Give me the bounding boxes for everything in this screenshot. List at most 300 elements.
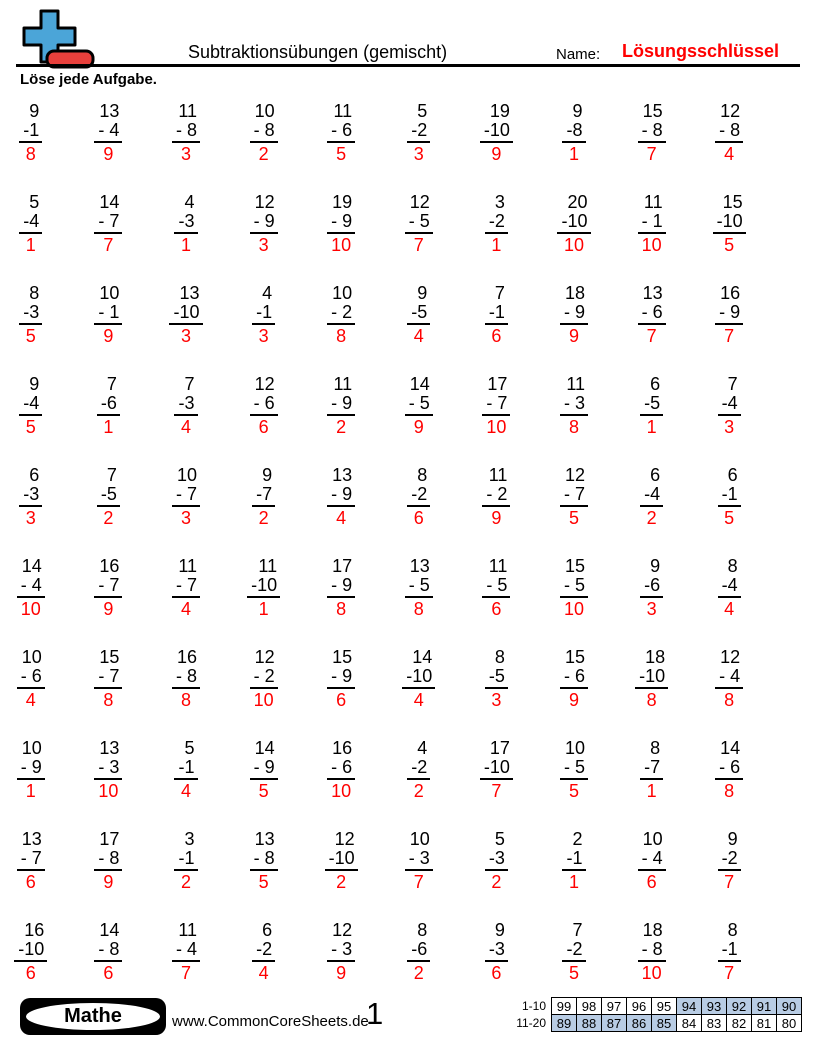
problem-minuend: 11 — [333, 374, 353, 394]
problem-minuend: 12 — [564, 465, 585, 485]
problem-subtrahend: - 6 — [250, 394, 278, 416]
subtraction-problem — [17, 739, 45, 801]
problem-cell — [380, 193, 458, 284]
problem-subtrahend: -6 — [97, 394, 120, 416]
score-cell: 80 — [777, 1015, 802, 1032]
problem-cell — [147, 284, 225, 375]
problem-cell — [225, 284, 303, 375]
problem-subtrahend: - 6 — [17, 667, 45, 689]
problem-answer: 1 — [646, 417, 657, 437]
problem-subtrahend: -6 — [407, 940, 430, 962]
subtraction-problem — [172, 102, 200, 164]
problem-minuend: 13 — [99, 738, 120, 758]
problem-cell — [380, 921, 458, 1012]
problem-minuend: 6 — [650, 374, 661, 394]
problem-minuend: 10 — [21, 647, 42, 667]
problem-cell — [225, 557, 303, 648]
problem-cell — [147, 375, 225, 466]
problem-cell — [535, 375, 613, 466]
subtraction-problem — [715, 102, 743, 164]
problem-cell — [70, 284, 148, 375]
problem-answer: 8 — [336, 326, 347, 346]
problem-minuend: 8 — [29, 283, 40, 303]
problem-subtrahend: - 7 — [172, 485, 200, 507]
subtraction-problem — [17, 648, 45, 710]
problem-answer: 1 — [568, 872, 579, 892]
score-cell: 86 — [627, 1015, 652, 1032]
problem-minuend: 6 — [727, 465, 738, 485]
subtraction-problem — [635, 648, 668, 710]
subtraction-problem — [407, 102, 430, 164]
problem-subtrahend: - 8 — [172, 121, 200, 143]
problem-answer: 1 — [258, 599, 269, 619]
problem-cell — [225, 648, 303, 739]
problem-minuend: 11 — [258, 556, 278, 576]
problem-minuend: 12 — [720, 647, 741, 667]
problem-answer: 6 — [491, 326, 502, 346]
problem-subtrahend: -2 — [562, 940, 585, 962]
problem-minuend: 10 — [176, 465, 197, 485]
subtraction-problem — [174, 375, 197, 437]
problem-cell — [458, 648, 536, 739]
problem-answer: 3 — [180, 144, 191, 164]
problem-cell — [225, 375, 303, 466]
problem-answer: 6 — [646, 872, 657, 892]
problem-subtrahend: - 9 — [560, 303, 588, 325]
subtraction-problem — [172, 466, 200, 528]
problem-cell — [147, 193, 225, 284]
problem-minuend: 10 — [564, 738, 585, 758]
problem-subtrahend: - 6 — [560, 667, 588, 689]
problem-minuend: 3 — [184, 829, 195, 849]
problem-minuend: 8 — [417, 920, 428, 940]
problem-minuend: 15 — [722, 192, 743, 212]
problem-subtrahend: - 8 — [172, 667, 200, 689]
problem-minuend: 18 — [642, 920, 663, 940]
problem-answer: 4 — [413, 326, 424, 346]
subtraction-problem — [325, 830, 358, 892]
problem-subtrahend: -1 — [718, 940, 741, 962]
problem-answer: 10 — [331, 235, 352, 255]
subtraction-problem — [174, 830, 197, 892]
problem-answer: 6 — [25, 963, 36, 983]
subject-badge — [20, 998, 166, 1035]
problem-minuend: 13 — [332, 465, 353, 485]
problem-minuend: 12 — [409, 192, 430, 212]
problem-answer: 10 — [641, 235, 662, 255]
problem-minuend: 8 — [417, 465, 428, 485]
problem-subtrahend: - 8 — [715, 121, 743, 143]
problem-cell — [535, 557, 613, 648]
problem-cell — [613, 193, 691, 284]
problem-minuend: 8 — [494, 647, 505, 667]
subtraction-problem — [480, 739, 513, 801]
problem-cell — [70, 375, 148, 466]
problem-answer: 10 — [486, 417, 507, 437]
problem-answer: 10 — [20, 599, 41, 619]
problem-subtrahend: -1 — [718, 485, 741, 507]
problem-answer: 9 — [413, 417, 424, 437]
subtraction-problem — [17, 557, 45, 619]
problem-minuend: 19 — [489, 101, 510, 121]
problem-subtrahend: -10 — [14, 940, 47, 962]
subtraction-problem — [172, 921, 200, 983]
subtraction-problem — [407, 466, 430, 528]
problem-subtrahend: -10 — [557, 212, 590, 234]
problem-cell — [380, 557, 458, 648]
problem-subtrahend: - 2 — [482, 485, 510, 507]
problem-cell — [380, 739, 458, 830]
subtraction-problem — [19, 375, 42, 437]
problem-subtrahend: - 8 — [94, 940, 122, 962]
problem-answer: 8 — [724, 781, 735, 801]
subtraction-problem — [640, 557, 663, 619]
problem-minuend: 11 — [178, 920, 197, 940]
problem-minuend: 5 — [417, 101, 428, 121]
problem-answer: 2 — [336, 872, 347, 892]
problem-answer: 9 — [103, 326, 114, 346]
problem-answer: 2 — [646, 508, 657, 528]
subtraction-problem — [718, 830, 741, 892]
problem-cell — [302, 739, 380, 830]
problem-cell — [690, 193, 768, 284]
problem-cell — [70, 466, 148, 557]
problem-subtrahend: -8 — [562, 121, 585, 143]
subject-badge-oval — [24, 1001, 162, 1032]
problem-minuend: 15 — [564, 647, 585, 667]
problem-minuend: 8 — [727, 556, 738, 576]
problem-subtrahend: - 5 — [560, 576, 588, 598]
subtraction-problem — [14, 921, 47, 983]
problem-answer: 5 — [258, 872, 269, 892]
problem-answer: 2 — [413, 781, 424, 801]
problem-minuend: 6 — [29, 465, 40, 485]
problem-subtrahend: - 9 — [327, 576, 355, 598]
problem-subtrahend: -3 — [174, 212, 197, 234]
problem-answer: 10 — [331, 781, 352, 801]
problem-answer: 8 — [568, 417, 579, 437]
subtraction-problem — [485, 193, 508, 255]
problem-subtrahend: - 4 — [638, 849, 666, 871]
problem-cell — [690, 375, 768, 466]
problem-cell — [535, 193, 613, 284]
problem-minuend: 10 — [99, 283, 120, 303]
subtraction-problem — [250, 830, 278, 892]
score-cell: 92 — [727, 998, 752, 1015]
problem-subtrahend: - 8 — [638, 940, 666, 962]
problem-cell — [70, 648, 148, 739]
problem-subtrahend: -10 — [247, 576, 280, 598]
problem-subtrahend: -2 — [407, 485, 430, 507]
subtraction-problem — [485, 284, 508, 346]
problem-answer: 1 — [491, 235, 502, 255]
problem-answer: 10 — [98, 781, 119, 801]
problem-answer: 6 — [491, 599, 502, 619]
problem-minuend: 9 — [417, 283, 428, 303]
problem-answer: 3 — [180, 508, 191, 528]
problem-subtrahend: - 9 — [250, 212, 278, 234]
problem-subtrahend: - 9 — [327, 212, 355, 234]
problem-answer: 5 — [724, 508, 735, 528]
score-cell: 99 — [552, 998, 577, 1015]
problem-cell — [380, 466, 458, 557]
score-cell: 96 — [627, 998, 652, 1015]
page-number: 1 — [366, 996, 384, 1031]
problem-minuend: 11 — [333, 101, 353, 121]
problem-answer: 1 — [180, 235, 191, 255]
problem-minuend: 14 — [412, 647, 433, 667]
problem-cell — [458, 830, 536, 921]
problem-minuend: 15 — [99, 647, 120, 667]
subtraction-problem — [638, 921, 666, 983]
problem-subtrahend: - 9 — [250, 758, 278, 780]
problem-answer: 4 — [413, 690, 424, 710]
problem-answer: 3 — [180, 326, 191, 346]
problem-answer: 3 — [646, 599, 657, 619]
page-title: Subtraktionsübungen (gemischt) — [188, 42, 448, 62]
problem-answer: 7 — [724, 872, 735, 892]
score-cell: 87 — [602, 1015, 627, 1032]
problem-answer: 6 — [25, 872, 36, 892]
problem-answer: 4 — [258, 963, 269, 983]
subtraction-problem — [560, 375, 588, 437]
subtraction-problem — [640, 466, 663, 528]
website-text: www.CommonCoreSheets.de — [172, 1013, 369, 1030]
subtraction-problem — [94, 739, 122, 801]
subtraction-problem — [560, 466, 588, 528]
problem-cell — [690, 648, 768, 739]
subtraction-problem — [19, 284, 42, 346]
problem-cell — [380, 830, 458, 921]
problem-cell — [690, 466, 768, 557]
problem-subtrahend: - 6 — [327, 121, 355, 143]
problem-answer: 4 — [25, 690, 36, 710]
subtraction-problem — [557, 193, 590, 255]
subtraction-problem — [250, 193, 278, 255]
subtraction-problem — [169, 284, 202, 346]
problem-subtrahend: -10 — [480, 758, 513, 780]
problem-subtrahend: - 8 — [250, 849, 278, 871]
problem-subtrahend: - 6 — [638, 303, 666, 325]
problem-subtrahend: -1 — [19, 121, 42, 143]
problem-minuend: 9 — [29, 374, 40, 394]
problem-subtrahend: -4 — [640, 485, 663, 507]
problem-minuend: 19 — [332, 192, 353, 212]
problem-answer: 5 — [568, 508, 579, 528]
subtraction-problem — [562, 102, 585, 164]
problem-answer: 4 — [336, 508, 347, 528]
problem-answer: 10 — [563, 599, 584, 619]
problem-subtrahend: - 4 — [715, 667, 743, 689]
problem-minuend: 8 — [727, 920, 738, 940]
problem-minuend: 7 — [184, 374, 195, 394]
problem-cell — [458, 466, 536, 557]
problem-minuend: 6 — [650, 465, 661, 485]
problem-subtrahend: - 5 — [482, 576, 510, 598]
problem-subtrahend: -4 — [19, 212, 42, 234]
problem-minuend: 12 — [332, 920, 353, 940]
problem-cell — [147, 739, 225, 830]
header-divider — [16, 64, 800, 67]
problem-minuend: 17 — [332, 556, 353, 576]
problem-cell — [613, 830, 691, 921]
problem-subtrahend: - 4 — [17, 576, 45, 598]
name-label: Name: — [556, 46, 601, 63]
subtraction-problem — [19, 466, 42, 528]
score-cell: 95 — [652, 998, 677, 1015]
subtraction-problem — [172, 557, 200, 619]
problem-answer: 10 — [641, 963, 662, 983]
subtraction-problem — [327, 648, 355, 710]
problem-minuend: 14 — [99, 920, 120, 940]
problem-minuend: 16 — [332, 738, 353, 758]
problem-answer: 2 — [413, 963, 424, 983]
problem-minuend: 18 — [645, 647, 666, 667]
subtraction-problem — [94, 193, 122, 255]
subtraction-problem — [250, 375, 278, 437]
problem-minuend: 16 — [176, 647, 197, 667]
problem-subtrahend: -2 — [407, 121, 430, 143]
problem-cell — [147, 102, 225, 193]
problem-answer: 9 — [103, 599, 114, 619]
subtraction-problem — [560, 284, 588, 346]
problem-answer: 2 — [103, 508, 114, 528]
problem-cell — [70, 830, 148, 921]
problem-cell — [535, 648, 613, 739]
score-cell: 89 — [552, 1015, 577, 1032]
problem-minuend: 17 — [489, 738, 510, 758]
problem-minuend: 16 — [720, 283, 741, 303]
problem-answer: 9 — [336, 963, 347, 983]
problem-cell — [458, 375, 536, 466]
problem-subtrahend: - 2 — [327, 303, 355, 325]
subtraction-problem — [327, 466, 355, 528]
problem-minuend: 13 — [99, 101, 120, 121]
problem-minuend: 14 — [99, 192, 120, 212]
subtraction-problem — [327, 739, 355, 801]
problem-cell — [70, 739, 148, 830]
score-cell: 83 — [702, 1015, 727, 1032]
problem-minuend: 4 — [262, 283, 273, 303]
subtraction-problem — [718, 375, 741, 437]
problem-minuend: 8 — [650, 738, 661, 758]
subtraction-problem — [94, 648, 122, 710]
problem-answer: 2 — [180, 872, 191, 892]
problem-subtrahend: - 6 — [327, 758, 355, 780]
problem-cell — [458, 739, 536, 830]
problem-minuend: 9 — [572, 101, 583, 121]
subtraction-problem — [97, 466, 120, 528]
problem-cell — [0, 830, 70, 921]
subtraction-problem — [247, 557, 280, 619]
problem-answer: 1 — [646, 781, 657, 801]
problem-cell — [0, 648, 70, 739]
problem-minuend: 14 — [254, 738, 275, 758]
problem-minuend: 9 — [650, 556, 661, 576]
subtraction-problem — [94, 830, 122, 892]
score-cell: 91 — [752, 998, 777, 1015]
problem-minuend: 10 — [409, 829, 430, 849]
problem-subtrahend: - 7 — [17, 849, 45, 871]
problem-answer: 5 — [568, 963, 579, 983]
score-cell: 81 — [752, 1015, 777, 1032]
problem-cell — [458, 557, 536, 648]
problem-subtrahend: - 1 — [94, 303, 122, 325]
problem-minuend: 14 — [409, 374, 430, 394]
problem-answer: 6 — [336, 690, 347, 710]
subtraction-problem — [327, 557, 355, 619]
problem-subtrahend: -3 — [485, 849, 508, 871]
problem-cell — [380, 648, 458, 739]
problem-minuend: 20 — [567, 192, 588, 212]
problem-minuend: 9 — [29, 101, 40, 121]
problem-cell — [147, 648, 225, 739]
problem-subtrahend: - 2 — [250, 667, 278, 689]
problem-cell — [0, 193, 70, 284]
problem-subtrahend: -10 — [325, 849, 358, 871]
subtraction-problem — [638, 193, 666, 255]
score-row — [516, 998, 801, 1015]
subtraction-problem — [718, 557, 741, 619]
problem-subtrahend: - 4 — [172, 940, 200, 962]
subtraction-problem — [407, 921, 430, 983]
subtraction-problem — [250, 102, 278, 164]
problem-subtrahend: -3 — [19, 485, 42, 507]
score-cell: 88 — [577, 1015, 602, 1032]
problem-answer: 8 — [646, 690, 657, 710]
problem-answer: 8 — [180, 690, 191, 710]
problem-subtrahend: -10 — [713, 212, 746, 234]
problem-minuend: 7 — [727, 374, 738, 394]
score-cell: 84 — [677, 1015, 702, 1032]
problem-answer: 7 — [180, 963, 191, 983]
problem-minuend: 12 — [254, 647, 275, 667]
instruction-text: Löse jede Aufgabe. — [20, 71, 157, 88]
problem-subtrahend: -3 — [485, 940, 508, 962]
problem-answer: 7 — [491, 781, 502, 801]
problem-answer: 8 — [103, 690, 114, 710]
problem-subtrahend: - 3 — [405, 849, 433, 871]
problem-cell — [225, 193, 303, 284]
problem-subtrahend: - 8 — [250, 121, 278, 143]
problem-subtrahend: -1 — [562, 849, 585, 871]
problem-subtrahend: - 8 — [638, 121, 666, 143]
problem-answer: 6 — [413, 508, 424, 528]
commoncoresheets-logo-icon — [20, 8, 98, 70]
problem-cell — [613, 557, 691, 648]
problem-answer: 1 — [103, 417, 114, 437]
problem-minuend: 14 — [720, 738, 741, 758]
problem-minuend: 15 — [564, 556, 585, 576]
subtraction-problem — [327, 375, 355, 437]
problem-minuend: 11 — [178, 556, 197, 576]
problem-cell — [302, 466, 380, 557]
problem-minuend: 13 — [254, 829, 275, 849]
problem-subtrahend: -10 — [635, 667, 668, 689]
problem-subtrahend: - 6 — [715, 758, 743, 780]
problem-subtrahend: -5 — [407, 303, 430, 325]
problem-subtrahend: - 9 — [715, 303, 743, 325]
subtraction-problem — [19, 193, 42, 255]
subtraction-problem — [718, 466, 741, 528]
problem-answer: 5 — [724, 235, 735, 255]
problem-minuend: 11 — [488, 556, 508, 576]
problem-minuend: 4 — [417, 738, 428, 758]
problem-answer: 5 — [336, 144, 347, 164]
problem-minuend: 3 — [494, 192, 505, 212]
subtraction-problem — [640, 375, 663, 437]
problem-minuend: 9 — [727, 829, 738, 849]
